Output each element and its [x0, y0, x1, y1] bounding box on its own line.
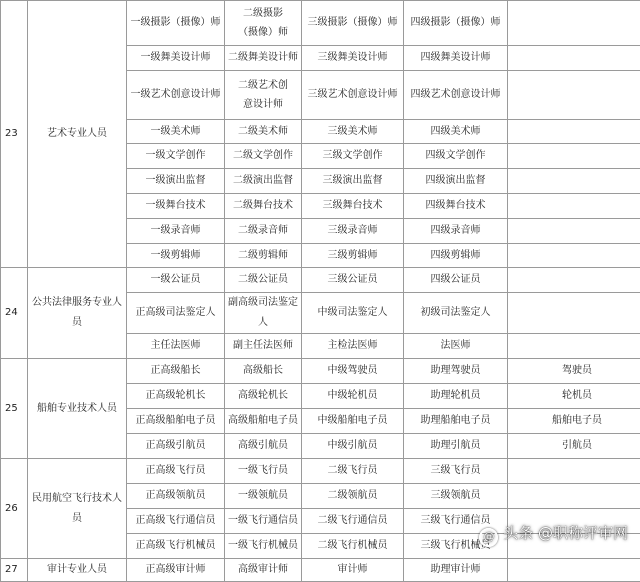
row-number: 23 — [1, 1, 28, 268]
title-cell — [508, 194, 640, 219]
title-cell: 三级录音师 — [302, 219, 404, 244]
title-cell: 三级飞行通信员 — [404, 509, 508, 534]
title-cell: 四级美术师 — [404, 120, 508, 144]
title-cell: 三级领航员 — [404, 484, 508, 509]
title-cell — [508, 71, 640, 120]
title-cell: 四级公证员 — [404, 268, 508, 293]
title-cell — [508, 1, 640, 46]
title-cell: 助理驾驶员 — [404, 359, 508, 384]
title-cell: 二级摄影（摄像）师 — [225, 1, 302, 46]
title-cell — [508, 559, 640, 582]
title-cell: 正高级飞行员 — [127, 459, 225, 484]
title-cell: 主检法医师 — [302, 334, 404, 359]
title-cell: 中级引航员 — [302, 434, 404, 459]
title-cell: 正高级司法鉴定人 — [127, 293, 225, 334]
title-cell: 中级轮机员 — [302, 384, 404, 409]
title-cell: 一级剪辑师 — [127, 244, 225, 268]
row-number: 25 — [1, 359, 28, 459]
title-cell: 三级舞台技术 — [302, 194, 404, 219]
title-cell: 一级文学创作 — [127, 144, 225, 169]
title-cell: 二级飞行通信员 — [302, 509, 404, 534]
title-cell: 高级轮机长 — [225, 384, 302, 409]
title-cell: 四级艺术创意设计师 — [404, 71, 508, 120]
title-cell: 副主任法医师 — [225, 334, 302, 359]
title-cell: 驾驶员 — [508, 359, 640, 384]
title-cell: 三级舞美设计师 — [302, 46, 404, 71]
title-cell: 中级驾驶员 — [302, 359, 404, 384]
title-cell: 审计师 — [302, 559, 404, 582]
title-cell: 正高级领航员 — [127, 484, 225, 509]
title-cell: 中级司法鉴定人 — [302, 293, 404, 334]
title-cell: 三级美术师 — [302, 120, 404, 144]
title-cell: 引航员 — [508, 434, 640, 459]
title-cell: 三级公证员 — [302, 268, 404, 293]
watermark — [479, 522, 628, 547]
title-cell: 三级艺术创意设计师 — [302, 71, 404, 120]
title-cell: 助理船舶电子员 — [404, 409, 508, 434]
watermark-text: 头条 @职称评审网 — [503, 524, 628, 542]
title-cell: 二级艺术创意设计师 — [225, 71, 302, 120]
row-number: 27 — [1, 559, 28, 582]
title-cell: 四级舞台技术 — [404, 194, 508, 219]
title-cell: 二级录音师 — [225, 219, 302, 244]
table-row — [1, 1, 640, 46]
title-cell: 初级司法鉴定人 — [404, 293, 508, 334]
title-cell: 四级舞美设计师 — [404, 46, 508, 71]
title-cell — [508, 219, 640, 244]
title-cell — [508, 484, 640, 509]
title-cell: 一级美术师 — [127, 120, 225, 144]
title-cell: 二级舞台技术 — [225, 194, 302, 219]
title-cell: 正高级飞行机械员 — [127, 534, 225, 559]
title-cell: 正高级船长 — [127, 359, 225, 384]
title-cell: 四级文学创作 — [404, 144, 508, 169]
title-cell: 二级领航员 — [302, 484, 404, 509]
title-cell — [508, 244, 640, 268]
title-cell: 高级引航员 — [225, 434, 302, 459]
row-number: 26 — [1, 459, 28, 559]
title-cell: 一级飞行员 — [225, 459, 302, 484]
table-row — [1, 559, 640, 582]
at-icon: @ — [479, 528, 498, 547]
title-cell: 船舶电子员 — [508, 409, 640, 434]
title-cell: 轮机员 — [508, 384, 640, 409]
row-number: 24 — [1, 268, 28, 359]
title-cell: 四级录音师 — [404, 219, 508, 244]
title-cell: 二级飞行机械员 — [302, 534, 404, 559]
title-cell: 助理轮机员 — [404, 384, 508, 409]
title-cell: 一级舞台技术 — [127, 194, 225, 219]
table-row — [1, 268, 640, 293]
category-name: 审计专业人员 — [28, 559, 127, 582]
title-cell: 助理审计师 — [404, 559, 508, 582]
title-cell — [508, 120, 640, 144]
title-cell: 高级船长 — [225, 359, 302, 384]
title-cell — [508, 144, 640, 169]
title-cell: 三级剪辑师 — [302, 244, 404, 268]
title-cell: 一级飞行通信员 — [225, 509, 302, 534]
title-cell: 三级飞行机械员 — [404, 534, 508, 559]
title-cell: 正高级引航员 — [127, 434, 225, 459]
table-row — [1, 459, 640, 484]
title-cell: 二级飞行员 — [302, 459, 404, 484]
title-cell: 高级船舶电子员 — [225, 409, 302, 434]
category-name: 公共法律服务专业人员 — [28, 268, 127, 359]
title-cell — [508, 334, 640, 359]
category-name: 民用航空飞行技术人员 — [28, 459, 127, 559]
title-cell: 二级文学创作 — [225, 144, 302, 169]
title-cell: 正高级轮机长 — [127, 384, 225, 409]
title-cell — [508, 293, 640, 334]
table-row — [1, 359, 640, 384]
title-cell: 正高级飞行通信员 — [127, 509, 225, 534]
title-cell — [508, 169, 640, 194]
title-cell: 三级演出监督 — [302, 169, 404, 194]
category-name: 船舶专业技术人员 — [28, 359, 127, 459]
title-cell: 四级演出监督 — [404, 169, 508, 194]
title-cell: 三级文学创作 — [302, 144, 404, 169]
title-cell: 一级摄影（摄像）师 — [127, 1, 225, 46]
title-cell: 一级录音师 — [127, 219, 225, 244]
title-cell: 一级飞行机械员 — [225, 534, 302, 559]
category-name: 艺术专业人员 — [28, 1, 127, 268]
title-cell: 三级摄影（摄像）师 — [302, 1, 404, 46]
title-cell: 一级公证员 — [127, 268, 225, 293]
title-cell: 二级演出监督 — [225, 169, 302, 194]
title-cell: 助理引航员 — [404, 434, 508, 459]
title-cell: 二级剪辑师 — [225, 244, 302, 268]
title-cell: 一级舞美设计师 — [127, 46, 225, 71]
title-cell: 中级船舶电子员 — [302, 409, 404, 434]
title-cell: 一级演出监督 — [127, 169, 225, 194]
title-cell: 四级剪辑师 — [404, 244, 508, 268]
title-cell: 二级舞美设计师 — [225, 46, 302, 71]
title-cell: 法医师 — [404, 334, 508, 359]
title-cell — [508, 459, 640, 484]
title-cell: 高级审计师 — [225, 559, 302, 582]
title-cell: 副高级司法鉴定人 — [225, 293, 302, 334]
title-cell: 正高级审计师 — [127, 559, 225, 582]
title-cell: 一级领航员 — [225, 484, 302, 509]
title-cell: 正高级船舶电子员 — [127, 409, 225, 434]
title-cell: 一级艺术创意设计师 — [127, 71, 225, 120]
title-cell: 主任法医师 — [127, 334, 225, 359]
title-cell: 四级摄影（摄像）师 — [404, 1, 508, 46]
title-cell — [508, 268, 640, 293]
title-cell: 二级美术师 — [225, 120, 302, 144]
title-cell — [508, 46, 640, 71]
title-cell: 三级飞行员 — [404, 459, 508, 484]
title-cell: 二级公证员 — [225, 268, 302, 293]
